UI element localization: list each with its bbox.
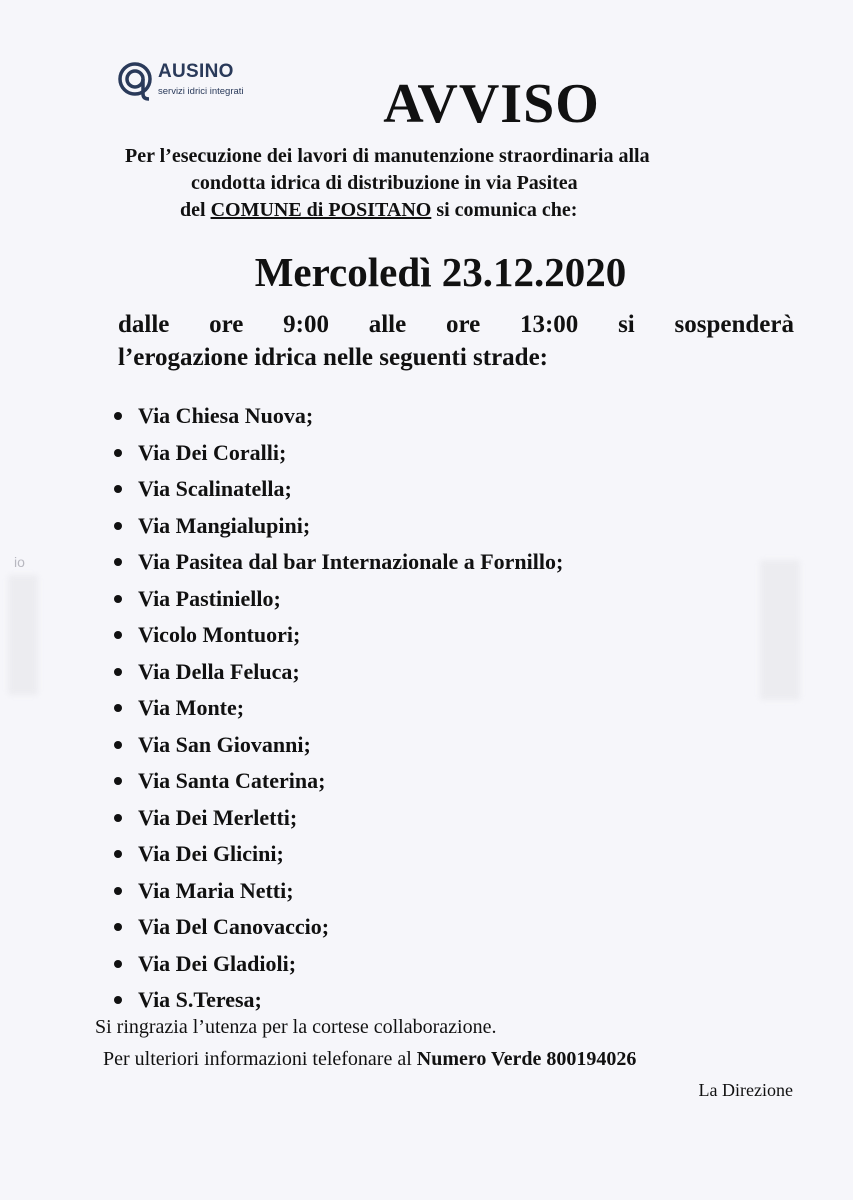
bullet-icon bbox=[114, 850, 122, 858]
logo-subtitle: servizi idrici integrati bbox=[158, 86, 244, 97]
bullet-icon bbox=[114, 412, 122, 420]
list-item bbox=[110, 617, 563, 654]
word: sospenderà bbox=[674, 311, 794, 338]
bullet-icon bbox=[114, 887, 122, 895]
list-item bbox=[110, 654, 563, 691]
suspension-text bbox=[118, 308, 794, 374]
bullet-icon bbox=[114, 558, 122, 566]
list-item bbox=[110, 398, 563, 435]
list-item bbox=[110, 508, 563, 545]
municipality-name: COMUNE di POSITANO bbox=[210, 199, 432, 221]
list-item bbox=[110, 544, 563, 581]
street-name: Via Dei Merletti; bbox=[138, 804, 298, 830]
street-name: Via Dei Glicini; bbox=[138, 841, 284, 866]
list-item bbox=[110, 581, 563, 618]
intro-line-1: Per l’esecuzione dei lavori di manutenzione straordinaria alla bbox=[125, 145, 650, 167]
bullet-icon bbox=[114, 923, 122, 931]
info-line bbox=[103, 1048, 636, 1071]
street-name: Via S.Teresa; bbox=[138, 987, 262, 1012]
scan-smudge-left bbox=[8, 575, 38, 695]
toll-free-number: Numero Verde 800194026 bbox=[416, 1048, 637, 1070]
intro-line-2: condotta idrica di distribuzione in via Pasitea bbox=[191, 172, 578, 194]
notice-title: AVVISO bbox=[383, 73, 600, 135]
street-name: Via Monte; bbox=[138, 695, 245, 720]
list-item bbox=[110, 690, 563, 727]
intro-line-3-prefix: del bbox=[180, 199, 211, 221]
suspension-date: Mercoledì 23.12.2020 bbox=[254, 249, 627, 295]
word: si bbox=[618, 311, 635, 338]
list-item bbox=[110, 909, 563, 946]
bullet-icon bbox=[114, 814, 122, 822]
bullet-icon bbox=[114, 741, 122, 749]
list-item bbox=[110, 435, 563, 472]
street-name: Via Pastiniello; bbox=[138, 585, 281, 611]
street-list bbox=[110, 398, 563, 1019]
thanks-line: Si ringrazia l’utenza per la cortese collaborazione. bbox=[95, 1016, 497, 1038]
intro-line-3-suffix: si comunica che: bbox=[431, 199, 578, 221]
street-name: Via Della Feluca; bbox=[138, 658, 300, 684]
street-name: Via San Giovanni; bbox=[138, 731, 311, 757]
list-item bbox=[110, 471, 563, 508]
scan-smudge-right bbox=[760, 560, 800, 700]
bullet-icon bbox=[114, 704, 122, 712]
street-name: Via Del Canovaccio; bbox=[138, 914, 330, 939]
list-item bbox=[110, 946, 563, 983]
word: dalle bbox=[118, 311, 170, 338]
signature: La Direzione bbox=[698, 1080, 793, 1100]
bullet-icon bbox=[114, 485, 122, 493]
bullet-icon bbox=[114, 631, 122, 639]
street-name: Via Scalinatella; bbox=[138, 476, 292, 501]
bullet-icon bbox=[114, 668, 122, 676]
street-name: Via Mangialupini; bbox=[138, 512, 311, 538]
start-time: 9:00 bbox=[283, 311, 329, 338]
suspension-line-2: l’erogazione idrica nelle seguenti strade: bbox=[118, 344, 549, 371]
street-name: Vicolo Montuori; bbox=[138, 622, 301, 647]
street-name: Via Chiesa Nuova; bbox=[138, 403, 314, 428]
bullet-icon bbox=[114, 777, 122, 785]
end-time: 13:00 bbox=[519, 311, 579, 338]
list-item bbox=[110, 873, 563, 910]
street-name: Via Maria Netti; bbox=[138, 877, 294, 903]
margin-mark: io bbox=[14, 554, 25, 570]
list-item bbox=[110, 836, 563, 873]
list-item bbox=[110, 727, 563, 764]
word: alle bbox=[368, 311, 407, 338]
intro-line-3 bbox=[180, 197, 577, 224]
bullet-icon bbox=[114, 996, 122, 1004]
word: ore bbox=[445, 311, 481, 338]
list-item bbox=[110, 982, 563, 1019]
street-name: Via Dei Gladioli; bbox=[138, 950, 297, 976]
word: ore bbox=[209, 311, 244, 338]
street-name: Via Santa Caterina; bbox=[138, 768, 326, 793]
bullet-icon bbox=[114, 522, 122, 530]
info-text: Per ulteriori informazioni telefonare al bbox=[103, 1048, 417, 1070]
street-name: Via Pasitea dal bar Internazionale a Fornillo; bbox=[138, 549, 564, 574]
bullet-icon bbox=[114, 960, 122, 968]
list-item bbox=[110, 800, 563, 837]
logo-name: AUSINO bbox=[158, 61, 234, 82]
list-item bbox=[110, 763, 563, 800]
bullet-icon bbox=[114, 449, 122, 457]
suspension-line-1 bbox=[118, 308, 794, 341]
bullet-icon bbox=[114, 595, 122, 603]
street-name: Via Dei Coralli; bbox=[138, 439, 287, 465]
